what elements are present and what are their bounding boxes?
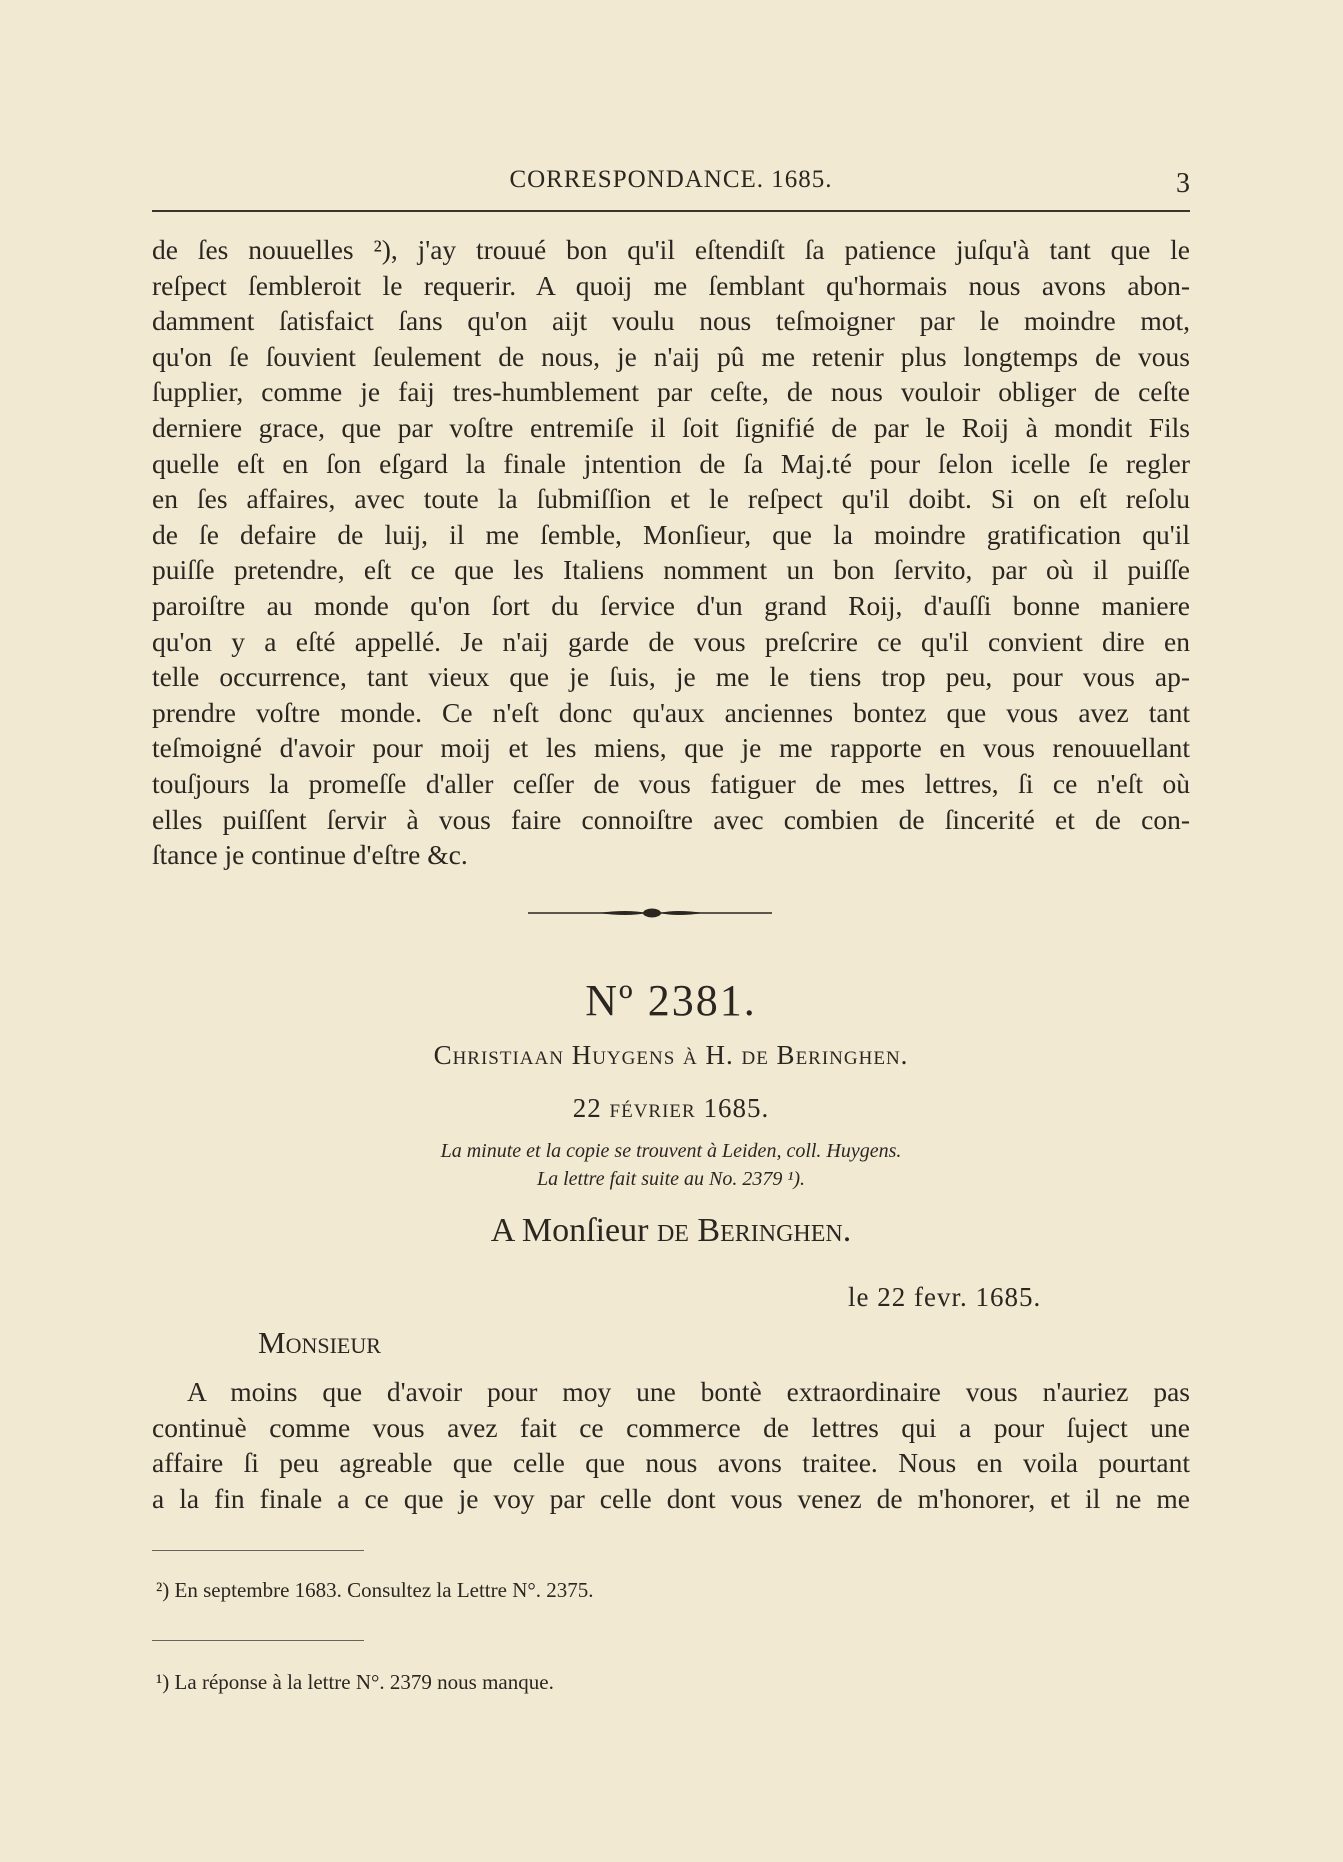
text-line: A moins que d'avoir pour moy une bontè extraordinaire vous n'auriez pas — [187, 1376, 1190, 1407]
text-line: continuè comme vous avez fait ce commerce de lettres qui a pour ſuject une — [152, 1411, 1190, 1443]
source-note: La lettre fait suite au No. 2379 ¹). — [536, 1168, 806, 1190]
footnote-text: La réponse à la lettre N°. 2379 nous manque. — [174, 1670, 554, 1694]
text-line: a la fin finale a ce que je voy par celle dont vous venez de m'honorer, et il ne me — [152, 1482, 1190, 1514]
footnote — [156, 1578, 594, 1603]
footnote — [156, 1670, 554, 1695]
place-date: le 22 fevr. 1685. — [848, 1282, 1042, 1312]
address-name: de Beringhen. — [656, 1212, 852, 1249]
page-number: 3 — [1176, 168, 1190, 199]
text-line: affaire ſi peu agreable que celle que nous avons traitee. Nous en voila pourtant — [152, 1447, 1190, 1479]
source-note: La minute et la copie se trouvent à Leiden, coll. Huygens. — [440, 1140, 902, 1162]
text-line: damment ſatisfaict ſans qu'on aijt voulu nous teſmoigner par le moindre mot, — [152, 305, 1190, 337]
footnote-mark: ¹) — [156, 1670, 170, 1694]
address-main: A Monſieur — [490, 1212, 649, 1249]
text-line: ſupplier, comme je faij tres-humblement par ceſte, de nous vouloir obliger de ceſte — [152, 376, 1190, 408]
salutation: Monsieur — [258, 1325, 381, 1360]
letter-sender: Christiaan Huygens à H. de Beringhen. — [433, 1040, 909, 1070]
text-line: reſpect ſembleroit le requerir. A quoij me ſemblant qu'hormais nous avons abon- — [152, 269, 1190, 301]
footnote-text: En septembre 1683. Consultez la Lettre N°. 2375. — [174, 1578, 594, 1602]
text-line: de ſe defaire de luij, il me ſemble, Monſieur, que la moindre gratification qu'il — [152, 518, 1190, 550]
footnote-mark: ²) — [156, 1578, 170, 1602]
text-line: en ſes affaires, avec toute la ſubmiſſion et le reſpect qu'il doibt. Si on eſt reſolu — [152, 483, 1190, 515]
previous-letter-body — [152, 232, 1190, 873]
running-head-title: CORRESPONDANCE. 1685. — [509, 166, 833, 193]
ornament-divider-icon — [528, 905, 772, 921]
running-head — [152, 166, 1190, 200]
text-line: quelle eſt en ſon eſgard la finale jntention de ſa Maj.té pour ſelon icelle ſe regler — [152, 447, 1190, 479]
footnote-rule — [152, 1640, 364, 1641]
text-line: de ſes nouuelles ²), j'ay trouué bon qu'il eſtendiſt ſa patience juſqu'à tant que le — [152, 234, 1190, 265]
text-line: qu'on y a eſté appellé. Je n'aij garde de vous preſcrire ce qu'il convient dire en — [152, 625, 1190, 657]
text-line: derniere grace, que par voſtre entremiſe il ſoit ſignifié de par le Roij à mondit Fils — [152, 411, 1190, 443]
footnote-rule — [152, 1550, 364, 1551]
letter-body — [152, 1374, 1190, 1516]
text-line: telle occurrence, tant vieux que je ſuis, je me le tiens trop peu, pour vous ap- — [152, 661, 1190, 693]
letter-address — [152, 1212, 1190, 1250]
header-rule — [152, 210, 1190, 212]
text-line: paroiſtre au monde qu'on ſort du ſervice d'un grand Roij, d'auſſi bonne maniere — [152, 589, 1190, 621]
text-line: qu'on ſe ſouvient ſeulement de nous, je n'aij pû me retenir plus longtemps de vous — [152, 340, 1190, 372]
letter-date: 22 février 1685. — [572, 1093, 770, 1123]
text-line: touſjours la promeſſe d'aller ceſſer de vous fatiguer de mes lettres, ſi ce n'eſt où — [152, 767, 1190, 799]
text-line: elles puiſſent ſervir à vous faire connoiſtre avec combien de ſincerité et de con- — [152, 803, 1190, 835]
text-line: teſmoigné d'avoir pour moij et les miens, que je me rapporte en vous renouuellant — [152, 732, 1190, 764]
text-line: prendre voſtre monde. Ce n'eſt donc qu'aux anciennes bontez que vous avez tant — [152, 696, 1190, 728]
text-line: puiſſe pretendre, eſt ce que les Italiens nomment un bon ſervito, par où il puiſſe — [152, 554, 1190, 586]
letter-number: Nº 2381. — [585, 976, 757, 1025]
text-line: ſtance je continue d'eſtre &c. — [152, 839, 468, 871]
